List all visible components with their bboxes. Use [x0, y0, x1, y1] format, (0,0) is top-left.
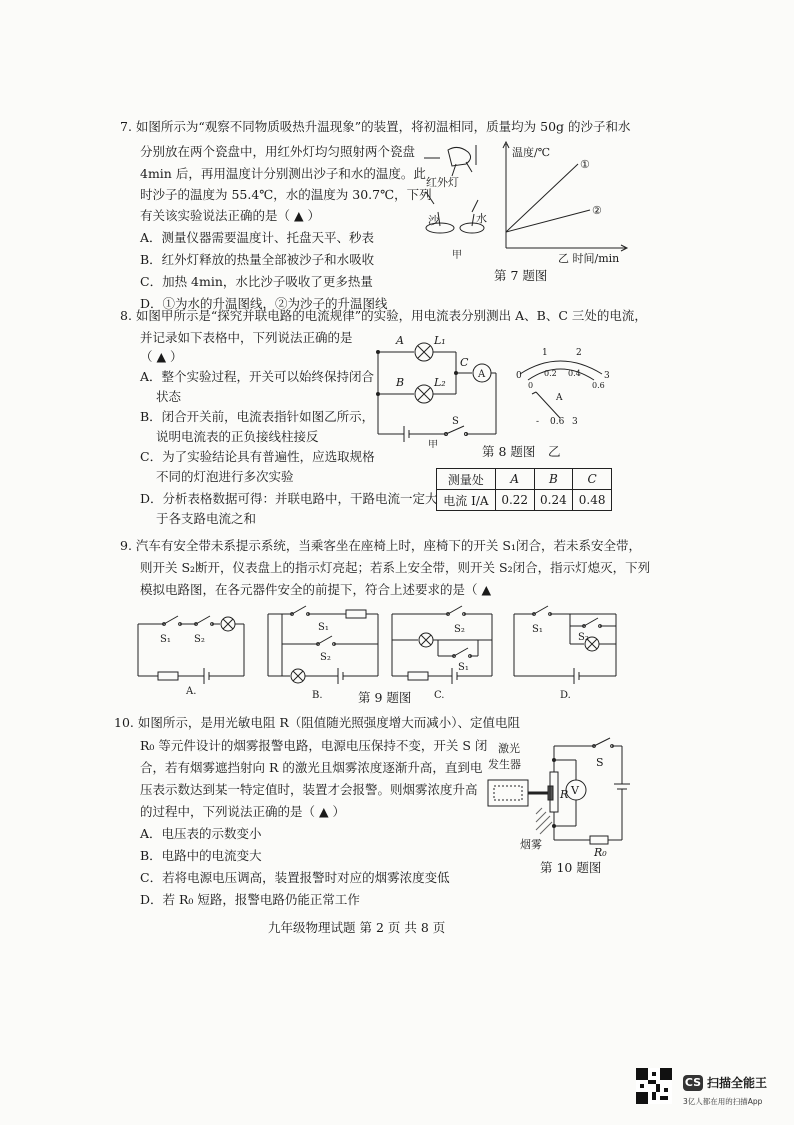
q8-option-a-2: 状态: [156, 389, 182, 404]
q9a-s2-label: S₂: [194, 634, 205, 645]
q9b-s1-label: S₁: [318, 622, 329, 633]
q8-option-b-2: 说明电流表的正负接线柱接反: [156, 429, 319, 444]
q7-jia-label: 甲: [452, 250, 462, 260]
q10-v-label: V: [571, 784, 579, 797]
table-header-row: [437, 469, 612, 490]
q8-point-a: A: [396, 334, 404, 347]
q9-line-2: 则开关 S₂断开，仪表盘上的指示灯亮起；若系上安全带，则开关 S₂闭合，指示灯熄灭，下列: [140, 560, 651, 575]
q10-line-3: 合，若有烟雾遮挡射向 R 的激光且烟雾浓度逐渐升高，直到电: [140, 760, 483, 775]
q10-smoke-label: 烟雾: [520, 838, 542, 851]
q9a-s1-label: S₁: [160, 634, 171, 645]
q10-line-1: 10. 如图所示，是用光敏电阻 R（阻值随光照强度增大而减小）、定值电阻: [114, 715, 520, 730]
q7-sand-label: 沙: [428, 214, 439, 227]
q8-dial-top-0: 0: [516, 371, 522, 381]
q9-circuit-b: [262, 604, 386, 700]
q8-terminal-3: 3: [572, 417, 578, 427]
q9-line-3: 模拟电路图，在各元器件安全的前提下，符合上述要求的是（ ▲: [140, 582, 492, 597]
q10-option-d: D．若 R₀ 短路，报警电路仍能正常工作: [140, 892, 360, 907]
q7-figure-apparatus: [418, 140, 490, 260]
q7-line-2-plot: [506, 210, 590, 232]
q9-circuit-c: [388, 604, 500, 700]
watermark-subtitle: 3亿人都在用的扫描App: [683, 1097, 763, 1106]
table-header-cell: 测量处: [437, 469, 496, 490]
q8-dial-top-3: 3: [604, 371, 610, 381]
q9-line-1: 9. 汽车有安全带未系提示系统，当乘客坐在座椅上时，座椅下的开关 S₁闭合，若未系安全带，: [120, 538, 641, 553]
q8-ammeter-label: A: [478, 369, 486, 380]
q7-line-4: 时沙子的温度为 55.4℃，水的温度为 30.7℃，下列: [140, 187, 432, 202]
q8-option-b-1: B．闭合开关前，电流表指针如图乙所示，: [140, 409, 375, 424]
q7-option-b: B．红外灯释放的热量全部被沙子和水吸收: [140, 252, 375, 267]
q8-jia-label: 甲: [428, 440, 438, 448]
q9d-s1-label: S₁: [532, 624, 543, 635]
q9-circuit-a: [132, 604, 252, 694]
q9d-s2-label: S₂: [578, 632, 589, 643]
watermark-title: 扫描全能王: [707, 1076, 768, 1090]
table-header-cell: A: [495, 469, 534, 490]
q7-y-axis-label: 温度/℃: [512, 146, 551, 159]
q10-laser-label-1: 激光: [498, 742, 520, 755]
q10-s-label: S: [596, 756, 604, 769]
q8-dial-bottom-2: 0.4: [568, 369, 581, 378]
q10-r-label: R: [560, 788, 569, 801]
q8-point-b: B: [396, 376, 405, 389]
q8-dial-bottom-1: 0.2: [544, 369, 557, 378]
q8-point-c: C: [460, 356, 469, 369]
q7-line-1: 7. 如图所示为“观察不同物质吸热升温现象”的装置，将初温相同，质量均为 50g 的沙子和水: [120, 119, 631, 134]
q8-line-1: 8. 如图甲所示是“探究并联电路的电流规律”的实验，用电流表分别测出 A、B、C 三处的电流，: [120, 308, 647, 323]
q10-option-c: C．若将电源电压调高，装置报警时对应的烟雾浓度变低: [140, 870, 450, 885]
q8-dial-top-1: 1: [542, 348, 548, 358]
q8-l2-label: L₂: [434, 376, 446, 389]
q10-option-b: B．电路中的电流变大: [140, 848, 262, 863]
q9c-s1-label: S₁: [458, 662, 469, 673]
q9-label-b: B.: [312, 690, 323, 700]
q9c-s2-label: S₂: [454, 624, 465, 635]
q7-water-label: 水: [476, 212, 487, 225]
q10-figure-caption: 第 10 题图: [540, 860, 602, 875]
q7-line-3: 4min 后，再用温度计分别测出沙子和水的温度。此: [140, 166, 426, 181]
q7-line-1-plot: [506, 164, 578, 232]
q8-yi-label: 乙: [548, 444, 561, 459]
q8-terminal-06: 0.6: [550, 417, 565, 427]
qr-code-icon: [636, 1068, 672, 1104]
q9-label-a: A.: [186, 686, 197, 694]
table-cell: 0.48: [573, 490, 612, 511]
q7-figure-graph: [498, 140, 630, 265]
q8-figure-circuit: [368, 330, 502, 448]
q8-dial-bottom-0: 0: [528, 381, 534, 390]
q10-option-a: A．电压表的示数变小: [140, 826, 262, 841]
q9b-s2-label: S₂: [320, 652, 331, 663]
q8-terminal-neg: -: [536, 417, 540, 427]
q10-line-5: 的过程中，下列说法正确的是（ ▲ ）: [140, 804, 346, 819]
q8-switch: [446, 426, 464, 434]
q7-lamp-label: 红外灯: [426, 176, 459, 189]
table-cell: 0.22: [495, 490, 534, 511]
q9-circuit-d: [508, 604, 624, 700]
table-row-label: 电流 I/A: [437, 490, 496, 511]
q9-label-c: C.: [434, 690, 445, 700]
q8-switch-label: S: [452, 416, 459, 427]
q10-r0-label: R₀: [594, 846, 607, 856]
table-header-cell: C: [573, 469, 612, 490]
q7-option-c: C．加热 4min，水比沙子吸收了更多热量: [140, 274, 373, 289]
q8-line-2: 并记录如下表格中，下列说法正确的是: [140, 330, 353, 345]
table-cell: 0.24: [534, 490, 573, 511]
q7-line-2: 分别放在两个瓷盘中，用红外灯均匀照射两个瓷盘: [140, 144, 416, 159]
q7-option-d: D．①为水的升温图线，②为沙子的升温图线: [140, 296, 388, 311]
q7-figure-caption: 第 7 题图: [494, 268, 548, 283]
q9-figure-caption: 第 9 题图: [358, 690, 412, 705]
q10-laser-label-2: 发生器: [488, 758, 521, 771]
q7-line1-label: ①: [580, 158, 590, 171]
q9-label-d: D.: [560, 690, 571, 700]
q8-l1-label: L₁: [434, 334, 446, 347]
q10-resistor-r0: [590, 836, 608, 844]
camscanner-logo: CS: [684, 1076, 702, 1089]
q7-line-5: 有关该实验说法正确的是（ ▲ ）: [140, 208, 321, 223]
q10-figure-circuit: [480, 736, 630, 856]
q8-dial-unit: A: [556, 393, 563, 403]
q8-data-table: [436, 468, 612, 511]
q8-option-c-1: C．为了实验结论具有普遍性，应选取规格: [140, 449, 375, 464]
q8-figure-dial: [506, 342, 614, 428]
q8-option-a-1: A．整个实验过程，开关可以始终保持闭合: [140, 369, 375, 384]
q7-option-a: A．测量仪器需要温度计、托盘天平、秒表: [140, 230, 375, 245]
q8-dial-top-2: 2: [576, 348, 582, 358]
q8-dial-bottom-3: 0.6: [592, 381, 605, 390]
q8-figure-caption: 第 8 题图: [482, 444, 536, 459]
q10-line-4: 压表示数达到某一特定值时，装置才会报警。则烟雾浓度升高: [140, 782, 478, 797]
q10-line-2: R₀ 等元件设计的烟雾报警电路，电源电压保持不变，开关 S 闭: [140, 738, 488, 753]
q8-line-3: （ ▲ ）: [140, 349, 183, 364]
q7-line2-label: ②: [592, 204, 602, 217]
q7-x-axis-label: 乙 时间/min: [558, 252, 620, 265]
table-header-cell: B: [534, 469, 573, 490]
table-row: [437, 490, 612, 511]
q8-option-d-2: 于各支路电流之和: [156, 511, 257, 526]
page-footer: 九年级物理试题 第 2 页 共 8 页: [268, 920, 446, 935]
q8-option-c-2: 不同的灯泡进行多次实验: [156, 469, 294, 484]
q8-option-d-1: D．分析表格数据可得：并联电路中，干路电流一定大: [140, 491, 438, 506]
